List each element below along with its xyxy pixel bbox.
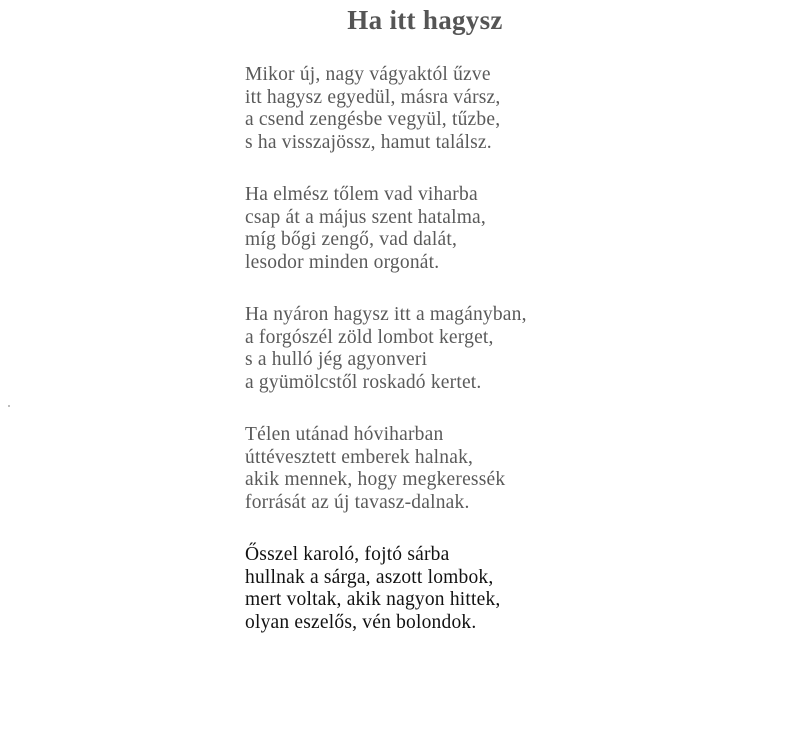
- poem-line: Ha nyáron hagysz itt a magányban,: [245, 304, 527, 325]
- poem-line: Ha elmész tőlem vad viharba: [245, 184, 478, 205]
- poem-line: mert voltak, akik nagyon hittek,: [245, 589, 501, 610]
- poem-line: forrását az új tavasz-dalnak.: [245, 491, 470, 513]
- poem-line: a gyümölcstől roskadó kertet.: [245, 371, 482, 393]
- poem-line: a csend zengésbe vegyül, tűzbe,: [245, 109, 501, 130]
- poem-body: [245, 64, 785, 634]
- poem-line: Ősszel karoló, fojtó sárba: [245, 544, 450, 565]
- poem-line: a forgószél zöld lombot kerget,: [245, 326, 494, 348]
- poem-line: s ha visszajössz, hamut találsz.: [245, 131, 492, 153]
- poem-line: míg bőgi zengő, vad dalát,: [245, 229, 458, 250]
- poem-line: csap át a május szent hatalma,: [245, 206, 486, 228]
- scan-speck: [8, 405, 10, 407]
- poem-line: Mikor új, nagy vágyaktól űzve: [245, 64, 491, 85]
- stanza-2: [245, 184, 785, 274]
- poem-line: lesodor minden orgonát.: [245, 251, 440, 273]
- poem-line: Télen utánad hóviharban: [245, 424, 444, 445]
- poem-line: s a hulló jég agyonveri: [245, 349, 428, 370]
- stanza-5: [245, 544, 785, 634]
- poem-line: úttévesztett emberek halnak,: [245, 446, 474, 468]
- poem-line: akik mennek, hogy megkeressék: [245, 469, 506, 490]
- stanza-4: [245, 424, 785, 514]
- stanza-1: [245, 64, 785, 154]
- stanza-3: [245, 304, 785, 394]
- poem-line: itt hagysz egyedül, másra vársz,: [245, 86, 501, 108]
- poem-title: Ha itt hagysz: [347, 5, 503, 35]
- poem-line: hullnak a sárga, aszott lombok,: [245, 566, 494, 588]
- poem-line: olyan eszelős, vén bolondok.: [245, 611, 477, 633]
